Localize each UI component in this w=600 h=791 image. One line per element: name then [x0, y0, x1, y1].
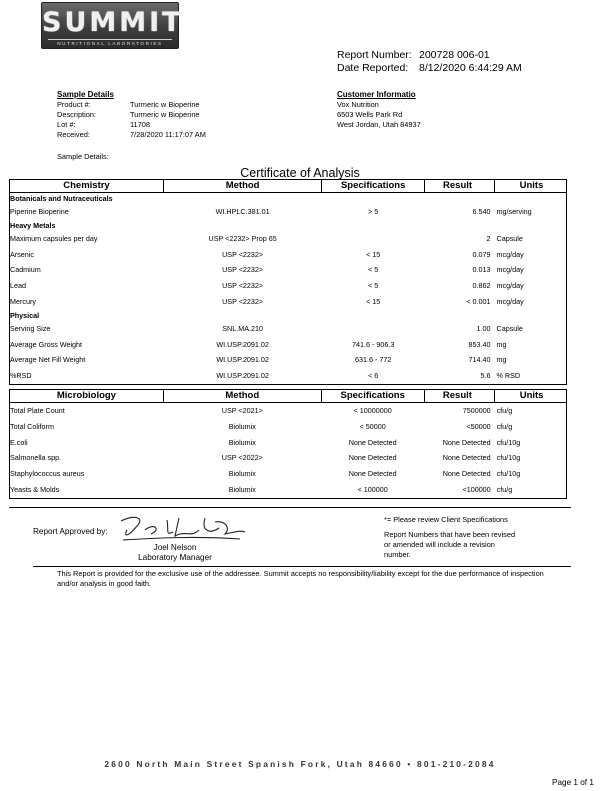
analyte-cell: %RSD	[10, 371, 32, 381]
analyte-cell: Lead	[10, 281, 26, 291]
group-label: Heavy Metals	[10, 220, 56, 230]
method-cell: USP <2232>	[222, 296, 264, 306]
result-header: Result	[425, 180, 495, 193]
method-cell: USP <2022>	[221, 453, 263, 463]
report-number-label: Report Number:	[337, 49, 412, 61]
specifications-header: Specifications	[321, 390, 424, 403]
table-row	[10, 403, 567, 419]
specification-cell: 741.6 - 906.3	[351, 339, 395, 349]
result-cell: None Detected	[442, 453, 491, 463]
specification-cell: 631.6 - 772	[354, 355, 392, 365]
units-cell: % RSD	[496, 371, 521, 381]
microbiology-rows	[10, 403, 567, 499]
microbiology-header: Microbiology	[10, 390, 164, 403]
table-row	[10, 231, 567, 247]
units-cell: cfu/g	[496, 484, 513, 494]
chemistry-table	[9, 179, 567, 385]
result-cell: 0.862	[472, 281, 491, 291]
sample-field-values	[130, 100, 330, 140]
group-label: Botanicals and Nutraceuticals	[10, 194, 113, 203]
method-cell: WI.USP.2091.02	[216, 371, 269, 381]
result-cell: 1.00	[476, 323, 491, 333]
specification-cell: < 15	[366, 296, 381, 306]
result-cell: 2	[486, 233, 491, 243]
product-label: Product #:	[57, 100, 91, 109]
analyte-cell: Total Plate Count	[10, 406, 65, 415]
certificate-title: Certificate of Analysis	[240, 166, 360, 180]
chemistry-header: Chemistry	[10, 180, 164, 193]
table-row	[10, 337, 567, 353]
group-row	[10, 193, 567, 205]
method-cell: SNL.MA.210	[222, 323, 263, 333]
group-row	[10, 220, 567, 231]
customer-name: Vox Nutrition	[337, 100, 379, 109]
method-cell: USP <2232>	[222, 281, 264, 291]
method-cell: WI.USP.2091.02	[216, 339, 269, 349]
analyte-cell: Cadmium	[10, 265, 41, 275]
report-number-value: 200728 006-01	[419, 49, 490, 61]
lot-label: Lot #:	[57, 120, 76, 129]
table-row	[10, 368, 567, 384]
table-row	[10, 450, 567, 466]
units-cell: cfu/g	[496, 421, 513, 431]
method-cell: WI.HPLC.381.01	[215, 207, 270, 216]
customer-city: West Jordan, Utah 84937	[337, 120, 421, 129]
specification-cell: < 5	[368, 281, 379, 291]
received-label: Received:	[57, 130, 90, 139]
specification-cell: < 10000000	[353, 406, 392, 415]
specification-cell: < 50000	[359, 421, 386, 431]
sample-details-note-label: Sample Details:	[57, 152, 109, 161]
method-cell: Biolumix	[228, 421, 256, 431]
disclaimer-rule	[33, 566, 571, 567]
table-row	[10, 204, 567, 220]
specification-cell: < 100000	[357, 484, 388, 494]
method-cell: Biolumix	[228, 484, 256, 494]
units-cell: mcg/day	[496, 281, 524, 291]
date-reported-value: 8/12/2020 6:44:29 AM	[419, 62, 522, 74]
units-cell: mg	[496, 339, 507, 349]
specification-cell: None Detected	[348, 437, 397, 447]
chemistry-rows	[10, 193, 567, 385]
units-cell: Capsule	[496, 323, 523, 333]
method-cell: Biolumix	[228, 469, 256, 479]
specification-cell	[322, 321, 425, 337]
summit-logo	[41, 2, 184, 49]
result-cell: 7500000	[462, 406, 491, 415]
units-cell: Capsule	[496, 233, 523, 243]
customer-address	[337, 100, 557, 130]
result-cell: 5.6	[480, 371, 491, 381]
units-cell: cfu/10g	[496, 437, 521, 447]
customer-info-title: Customer Informatio	[337, 90, 416, 99]
analyte-cell: Maximum capsules per day	[10, 233, 98, 243]
approver-name: Joel Nelson	[153, 543, 197, 552]
microbiology-header-row	[10, 390, 567, 403]
revision-note: Report Numbers that have been revised or amended will include a revision number.	[384, 530, 516, 559]
specification-cell: < 5	[368, 265, 379, 275]
result-cell: 714.40	[468, 355, 491, 365]
result-cell: 0.079	[472, 249, 491, 259]
units-header: Units	[495, 180, 567, 193]
units-cell: mcg/day	[496, 296, 524, 306]
method-header: Method	[163, 180, 321, 193]
units-cell: cfu/10g	[496, 469, 521, 479]
method-cell: USP <2232> Prop 65	[208, 233, 277, 243]
analyte-cell: Serving Size	[10, 323, 51, 333]
analyte-cell: Arsenic	[10, 249, 34, 259]
units-cell: cfu/10g	[496, 453, 521, 463]
footer-address: 2600 North Main Street Spanish Fork, Utah 84660 • 801-210-2084	[104, 759, 496, 769]
group-row	[10, 310, 567, 321]
analyte-cell: Piperine Bioperine	[10, 207, 69, 216]
customer-street: 6503 Wells Park Rd	[337, 110, 403, 119]
table-row	[10, 262, 567, 278]
table-row	[10, 435, 567, 451]
result-cell: None Detected	[442, 437, 491, 447]
lot-value: 11708	[130, 120, 151, 129]
units-cell: mcg/day	[496, 265, 524, 275]
units-cell: cfu/g	[496, 406, 513, 415]
table-row	[10, 247, 567, 263]
method-cell: Biolumix	[228, 437, 256, 447]
table-row	[10, 352, 567, 368]
units-cell: mg	[496, 355, 507, 365]
description-label: Description:	[57, 110, 97, 119]
method-cell: WI.USP.2091.02	[216, 355, 269, 365]
method-header: Method	[163, 390, 321, 403]
analyte-cell: Yeasts & Molds	[10, 484, 60, 494]
description-value: Turmeric w Bioperine	[130, 110, 200, 119]
result-header: Result	[424, 390, 495, 403]
specification-cell	[322, 231, 425, 247]
result-cell: <50000	[466, 421, 491, 431]
table-row	[10, 419, 567, 435]
method-cell: USP <2021>	[221, 406, 263, 415]
specification-cell: > 5	[368, 207, 379, 216]
units-cell: mg/serving	[496, 207, 532, 216]
client-spec-note: *= Please review Client Specifications	[384, 515, 508, 524]
analyte-cell: Salmonella spp.	[10, 453, 62, 463]
specification-cell: None Detected	[348, 469, 397, 479]
analyte-cell: E.coli	[10, 437, 28, 447]
method-cell: USP <2232>	[222, 249, 264, 259]
result-cell: 0.013	[472, 265, 491, 275]
page-number: Page 1 of 1	[552, 778, 594, 787]
result-cell: <100000	[462, 484, 491, 494]
analyte-cell: Mercury	[10, 296, 36, 306]
sample-details-title: Sample Details	[57, 90, 114, 99]
table-row	[10, 466, 567, 482]
logo-tagline: NUTRITIONAL LABORATORIES	[57, 41, 163, 46]
units-cell: mcg/day	[496, 249, 524, 259]
group-label: Physical	[10, 310, 40, 320]
method-cell: USP <2232>	[222, 265, 264, 275]
microbiology-table	[9, 389, 567, 499]
date-reported-label: Date Reported:	[337, 62, 409, 74]
table-row	[10, 321, 567, 337]
table-row	[10, 278, 567, 294]
sample-field-labels	[57, 100, 132, 140]
chemistry-header-row	[10, 180, 567, 193]
logo-divider	[48, 39, 172, 40]
units-header: Units	[495, 390, 567, 403]
analyte-cell: Average Gross Weight	[10, 339, 83, 349]
disclaimer-text: This Report is provided for the exclusive use of the addressee. Summit accepts no responsibility/liability except for the due performance of inspection and/or analysis in good faith.	[57, 569, 544, 588]
analyte-cell: Average Net Fill Weight	[10, 355, 86, 365]
analyte-cell: Total Coliform	[10, 421, 54, 431]
signature-graphic	[115, 512, 250, 544]
approved-by-label: Report Approved by:	[33, 527, 108, 536]
table-row	[10, 294, 567, 310]
result-cell: 6.540	[472, 207, 491, 216]
logo-wordmark: SUMMIT	[42, 7, 184, 38]
result-cell: 853.40	[468, 339, 491, 349]
approver-title: Laboratory Manager	[138, 553, 212, 562]
approval-top-rule	[9, 507, 571, 508]
result-cell: < 0.001	[466, 296, 491, 306]
specifications-header: Specifications	[322, 180, 425, 193]
specification-cell: None Detected	[348, 453, 397, 463]
product-value: Turmeric w Bioperine	[130, 100, 200, 109]
specification-cell: < 15	[366, 249, 381, 259]
received-value: 7/28/2020 11:17:07 AM	[130, 130, 206, 139]
approver-block	[130, 543, 220, 563]
result-cell: None Detected	[442, 469, 491, 479]
analyte-cell: Staphylococcus aureus	[10, 469, 85, 479]
table-row	[10, 482, 567, 498]
specification-cell: < 6	[368, 371, 379, 381]
